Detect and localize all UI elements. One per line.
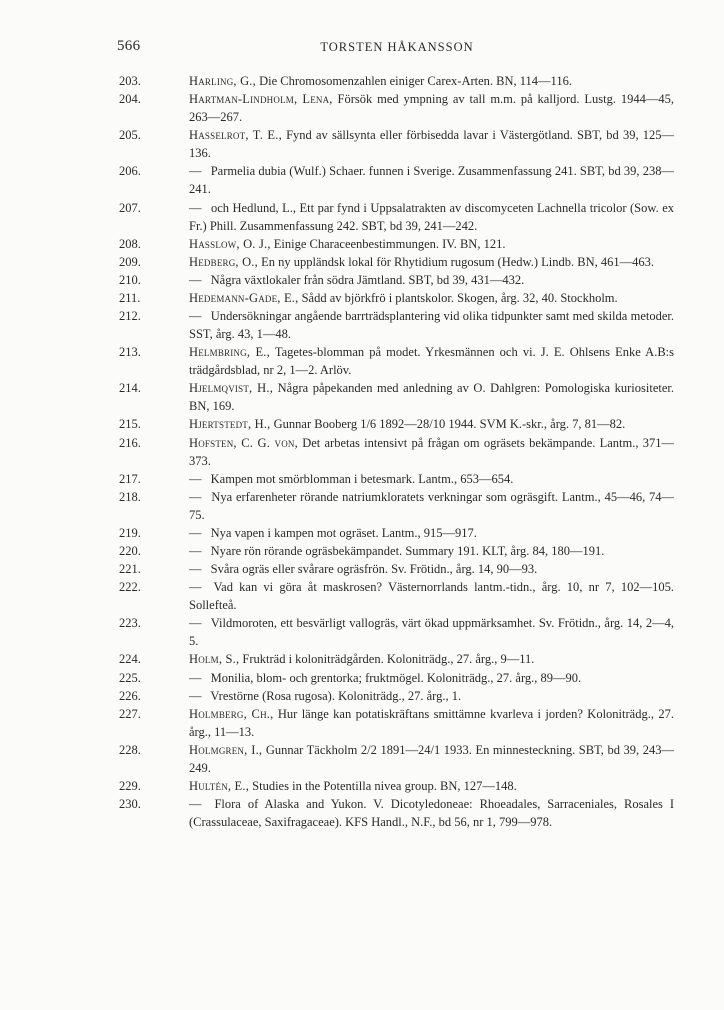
entry-number: 228. <box>119 742 141 757</box>
entry-author: Hjelmqvist, H., <box>189 381 274 396</box>
entry-text: Gunnar Täckholm 2/2 1891—24/1 1933. En minnesteckning. SBT, bd 39, 243—249. <box>189 742 675 775</box>
entry-author: — <box>189 272 202 287</box>
entry-text: Parmelia dubia (Wulf.) Schaer. funnen i Sverige. Zusammenfassung 241. SBT, bd 39, 238—241. <box>189 164 674 197</box>
bibliography-entry <box>119 705 674 741</box>
entry-number: 217. <box>119 471 141 486</box>
entry-number: 207. <box>119 200 141 215</box>
entry-author: Hedberg, O., <box>189 254 258 269</box>
bibliography-entry <box>119 560 674 578</box>
entry-text: Studies in the Potentilla nivea group. BN, 127—148. <box>252 779 517 794</box>
entry-author: — <box>189 525 202 540</box>
page-header <box>117 38 677 58</box>
entry-text: och Hedlund, L., Ett par fynd i Uppsalatrakten av discomyceten Lachnella tricolor (Sow. ex Fr.) Phill. Zusammenfassung 242. SBT, bd 39, 241—242. <box>189 200 675 233</box>
entry-number: 222. <box>119 580 141 595</box>
entry-author: — <box>189 200 202 215</box>
entry-author: Hasslow, O. J., <box>189 236 271 251</box>
entry-text: Svåra ogräs eller svårare ogräsfrön. Sv. Frötidn., årg. 14, 90—93. <box>210 562 538 577</box>
bibliography-entry <box>119 578 674 614</box>
entry-author: Holm, S., <box>189 652 240 667</box>
entry-author: Holmberg, Ch., <box>189 706 274 721</box>
entry-number: 203. <box>119 74 141 88</box>
bibliography-entry <box>119 379 674 415</box>
entry-number: 212. <box>119 309 141 324</box>
entry-number: 205. <box>119 128 141 143</box>
entry-author: Holmgren, I., <box>189 742 263 757</box>
entry-number: 219. <box>119 525 141 540</box>
entry-text: Gunnar Booberg 1/6 1892—28/10 1944. SVM K.-skr., årg. 7, 81—82. <box>273 417 626 432</box>
entry-text: Nya vapen i kampen mot ogräset. Lantm., 915—917. <box>210 525 477 540</box>
bibliography-entry <box>119 271 674 289</box>
entry-text: Undersökningar angående barrträdsplantering vid olika tidpunkter samt med skilda metoder. SST, årg. 43, 1—48. <box>189 309 674 342</box>
entry-text: Einige Characeenbestimmungen. IV. BN, 121. <box>273 236 506 251</box>
entry-text: Monilia, blom- och grentorka; fruktmögel. Koloniträdg., 27. årg., 89—90. <box>210 670 582 685</box>
entry-author: Hjertstedt, H., <box>189 417 271 432</box>
bibliography-entry <box>119 687 674 705</box>
entry-author: — <box>189 562 202 577</box>
bibliography-entry <box>119 795 674 831</box>
entry-number: 220. <box>119 544 141 559</box>
entry-number: 229. <box>119 779 141 794</box>
entry-author: — <box>189 670 202 685</box>
entry-number: 214. <box>119 381 141 396</box>
bibliography-entry <box>119 488 674 524</box>
running-title: TORSTEN HÅKANSSON <box>320 40 474 54</box>
entry-author: — <box>189 688 202 703</box>
entry-author: — <box>189 544 202 559</box>
entry-text: Några växtlokaler från södra Jämtland. SBT, bd 39, 431—432. <box>210 272 525 287</box>
entry-text: Vildmoroten, ett besvärligt vallogräs, värt ökad uppmärksamhet. Sv. Frötidn., årg. 14, 2—4, 5. <box>189 616 674 649</box>
entry-text: Det arbetas intensivt på frågan om ogräsets bekämpande. Lantm., 371—373. <box>189 435 675 468</box>
entry-number: 218. <box>119 489 141 504</box>
entry-text: Fynd av sällsynta eller förbisedda lavar i Västergötland. SBT, bd 39, 125—136. <box>189 128 674 161</box>
entry-number: 208. <box>119 236 141 251</box>
bibliography-entry <box>119 669 674 687</box>
bibliography-entry <box>119 614 674 650</box>
entry-author: Hasselrot, T. E., <box>189 128 282 143</box>
entry-author: — <box>189 797 202 812</box>
entry-number: 221. <box>119 562 141 577</box>
bibliography-entry <box>119 72 674 90</box>
entry-number: 204. <box>119 92 141 107</box>
entry-text: Frukträd i koloniträdgården. Koloniträdg., 27. årg., 9—11. <box>242 652 535 667</box>
bibliography-entry <box>119 650 674 668</box>
bibliography-entry <box>119 253 674 271</box>
entry-author: Hofsten, C. G. von, <box>189 435 298 450</box>
entry-author: Hartman-Lindholm, Lena, <box>189 92 333 107</box>
entry-author: — <box>189 489 202 504</box>
bibliography-entry <box>119 289 674 307</box>
entry-author: — <box>189 471 202 486</box>
entry-number: 230. <box>119 797 141 812</box>
bibliography-entry <box>119 524 674 542</box>
entry-text: Kampen mot smörblomman i betesmark. Lantm., 653—654. <box>210 471 514 486</box>
entry-author: — <box>189 164 202 179</box>
entry-text: Försök med ympning av tall m.m. på kalljord. Lustg. 1944—45, 263—267. <box>189 92 675 125</box>
entry-author: Hultén, E., <box>189 779 250 794</box>
bibliography-entry <box>119 542 674 560</box>
entry-number: 227. <box>119 706 141 721</box>
entry-author: — <box>189 616 202 631</box>
bibliography-entry <box>119 90 674 126</box>
bibliography-entry <box>119 343 674 379</box>
entry-author: Hedemann-Gade, E., <box>189 290 299 305</box>
entry-author: — <box>189 309 202 324</box>
entry-text: Vrestörne (Rosa rugosa). Koloniträdg., 27. årg., 1. <box>210 688 462 703</box>
entry-text: En ny uppländsk lokal för Rhytidium rugosum (Hedw.) Lindb. BN, 461—463. <box>261 254 655 269</box>
bibliography-list <box>119 72 674 831</box>
bibliography-entry <box>119 741 674 777</box>
entry-author: Harling, G., <box>189 74 256 88</box>
bibliography-entry <box>119 126 674 162</box>
entry-number: 209. <box>119 254 141 269</box>
entry-number: 215. <box>119 417 141 432</box>
entry-number: 223. <box>119 616 141 631</box>
entry-number: 211. <box>119 290 141 305</box>
entry-number: 216. <box>119 435 141 450</box>
bibliography-entry <box>119 777 674 795</box>
entry-author: Helmbring, E., <box>189 345 270 360</box>
entry-number: 206. <box>119 164 141 179</box>
entry-text: Die Chromosomenzahlen einiger Carex-Arten. BN, 114—116. <box>259 74 572 88</box>
bibliography-entry <box>119 162 674 198</box>
entry-text: Nya erfarenheter rörande natriumkloratets verkningar som ogräsgift. Lantm., 45—46, 74—75. <box>189 489 675 522</box>
bibliography-entry <box>119 434 674 470</box>
entry-text: Nyare rön rörande ogräsbekämpandet. Summary 191. KLT, årg. 84, 180—191. <box>210 544 605 559</box>
entry-number: 213. <box>119 345 141 360</box>
page-number: 566 <box>117 38 141 54</box>
entry-number: 210. <box>119 272 141 287</box>
entry-text: Några påpekanden med anledning av O. Dahlgren: Pomologiska kuriositeter. BN, 169. <box>189 381 674 414</box>
entry-text: Vad kan vi göra åt maskrosen? Västernorrlands lantm.-tidn., årg. 10, nr 7, 102—105. Sollefteå. <box>189 580 674 613</box>
entry-number: 226. <box>119 688 141 703</box>
bibliography-entry <box>119 415 674 433</box>
bibliography-entry <box>119 470 674 488</box>
bibliography-entry <box>119 199 674 235</box>
bibliography-entry <box>119 235 674 253</box>
entry-author: — <box>189 580 202 595</box>
entry-text: Tagetes-blomman på modet. Yrkesmännen och vi. J. E. Ohlsens Enke A.B:s trädgårdsblad, nr 2, 1—2. Arlöv. <box>189 345 674 378</box>
bibliography-entry <box>119 307 674 343</box>
entry-number: 225. <box>119 670 141 685</box>
entry-number: 224. <box>119 652 141 667</box>
entry-text: Hur länge kan potatiskräftans smittämne kvarleva i jorden? Koloniträdg., 27. årg., 11—13. <box>189 706 674 739</box>
entry-text: Flora of Alaska and Yukon. V. Dicotyledoneae: Rhoeadales, Sarraceniales, Rosales I (Crassulaceae, Saxifragaceae). KFS Handl., N.F., bd 56, nr 1, 799—978. <box>189 797 675 830</box>
entry-text: Sådd av björkfrö i plantskolor. Skogen, årg. 32, 40. Stockholm. <box>301 290 618 305</box>
